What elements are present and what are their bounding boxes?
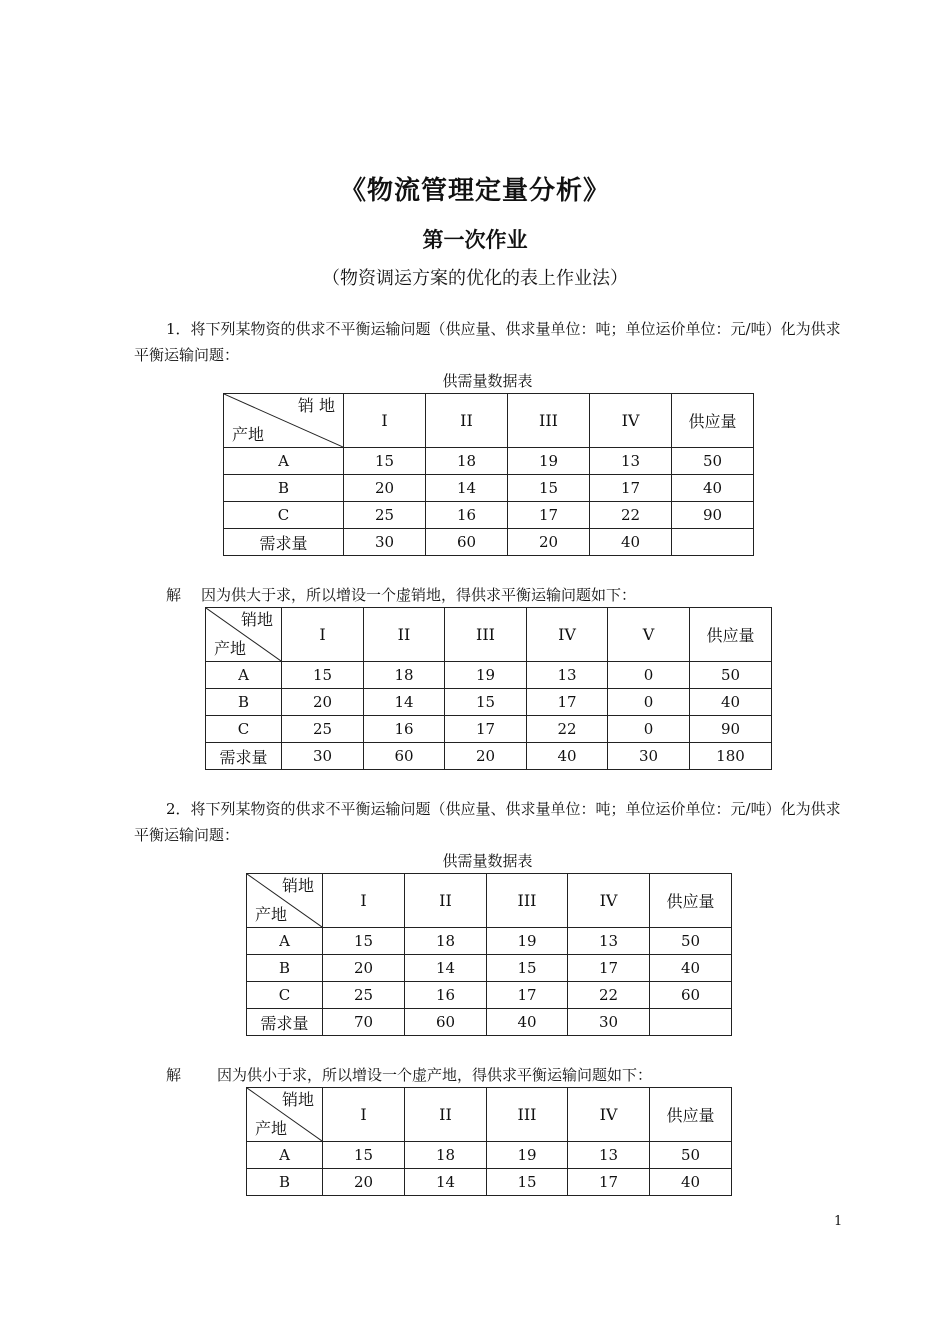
problem-1-statement: 1．将下列某物资的供求不平衡运输问题（供应量、供求量单位：吨；单位运价单位：元/吨）化为供求平衡运输问题： <box>134 320 841 364</box>
table-cell: 17 <box>568 955 650 982</box>
table-cell: 40 <box>650 1169 732 1196</box>
table-header-row <box>224 394 754 448</box>
problem-1-balanced-table <box>205 607 772 770</box>
table-cell: 30 <box>282 743 364 770</box>
row-label: A <box>247 928 323 955</box>
table-cell: 22 <box>527 716 608 743</box>
diagonal-header-top: 销地 <box>281 876 314 895</box>
solution-text: 因为供大于求，所以增设一个虚销地，得供求平衡运输问题如下： <box>201 586 637 604</box>
table-cell: 180 <box>690 743 772 770</box>
row-label: B <box>224 475 344 502</box>
table-row <box>206 662 772 689</box>
column-header: 供应量 <box>650 874 732 928</box>
solution-text: 因为供小于求，所以增设一个虚产地，得供求平衡运输问题如下： <box>217 1066 653 1084</box>
assignment-topic: （物资调运方案的优化的表上作业法） <box>322 268 628 289</box>
row-label: B <box>247 955 323 982</box>
table-cell: 50 <box>650 928 732 955</box>
table-row <box>206 689 772 716</box>
diagonal-header-cell <box>247 1088 323 1142</box>
problem-2-data-table <box>246 873 732 1036</box>
table-cell: 15 <box>323 1142 405 1169</box>
diagonal-header-top: 销 地 <box>297 396 335 415</box>
table-cell: 15 <box>282 662 364 689</box>
table-cell: 40 <box>650 955 732 982</box>
diagonal-header-top: 销地 <box>240 610 273 629</box>
row-label: 需求量 <box>247 1009 323 1036</box>
table-cell: 14 <box>405 955 487 982</box>
table-row <box>224 502 754 529</box>
table-cell: 15 <box>487 1169 568 1196</box>
column-header: I <box>344 394 426 448</box>
diagonal-header-top: 销地 <box>281 1090 314 1109</box>
table-cell: 22 <box>590 502 672 529</box>
column-header: 供应量 <box>690 608 772 662</box>
table-cell: 15 <box>487 955 568 982</box>
table-row <box>224 448 754 475</box>
row-label: C <box>247 982 323 1009</box>
diagonal-header-cell <box>224 394 344 448</box>
table-cell <box>672 529 754 556</box>
table-cell: 20 <box>282 689 364 716</box>
table-row <box>247 1169 732 1196</box>
column-header: III <box>487 1088 568 1142</box>
table-cell: 25 <box>344 502 426 529</box>
table-cell: 0 <box>608 716 690 743</box>
column-header: 供应量 <box>672 394 754 448</box>
table-cell: 70 <box>323 1009 405 1036</box>
table-cell: 18 <box>364 662 445 689</box>
table-cell: 17 <box>487 982 568 1009</box>
table-cell: 19 <box>487 928 568 955</box>
table-cell: 17 <box>527 689 608 716</box>
table-row <box>247 1142 732 1169</box>
table-cell: 15 <box>508 475 590 502</box>
table-cell: 17 <box>445 716 527 743</box>
table-row <box>206 716 772 743</box>
table-cell: 18 <box>405 928 487 955</box>
column-header: V <box>608 608 690 662</box>
table-cell <box>650 1009 732 1036</box>
table-cell: 60 <box>364 743 445 770</box>
table-cell: 40 <box>487 1009 568 1036</box>
table-row <box>206 743 772 770</box>
table-cell: 20 <box>323 1169 405 1196</box>
table-cell: 30 <box>568 1009 650 1036</box>
table-cell: 50 <box>690 662 772 689</box>
table-cell: 15 <box>344 448 426 475</box>
table-row <box>247 928 732 955</box>
table-cell: 17 <box>568 1169 650 1196</box>
table-cell: 15 <box>445 689 527 716</box>
table-cell: 25 <box>323 982 405 1009</box>
row-label: A <box>206 662 282 689</box>
diagonal-header-bottom: 产地 <box>255 905 288 924</box>
table-cell: 14 <box>426 475 508 502</box>
table-cell: 16 <box>426 502 508 529</box>
row-label: C <box>206 716 282 743</box>
table-cell: 14 <box>405 1169 487 1196</box>
table-cell: 60 <box>426 529 508 556</box>
column-header: II <box>405 874 487 928</box>
row-label: B <box>247 1169 323 1196</box>
table-row <box>247 982 732 1009</box>
row-label: 需求量 <box>224 529 344 556</box>
table-cell: 13 <box>568 1142 650 1169</box>
table-cell: 13 <box>527 662 608 689</box>
table-cell: 90 <box>690 716 772 743</box>
table-cell: 17 <box>590 475 672 502</box>
diagonal-header-bottom: 产地 <box>232 425 265 444</box>
table-cell: 20 <box>508 529 590 556</box>
column-header: IV <box>568 1088 650 1142</box>
problem-2-table-caption: 供需量数据表 <box>442 852 533 870</box>
diagonal-header-cell <box>247 874 323 928</box>
column-header: IV <box>590 394 672 448</box>
table-cell: 30 <box>608 743 690 770</box>
table-header-row <box>247 1088 732 1142</box>
table-row <box>247 1009 732 1036</box>
table-cell: 13 <box>568 928 650 955</box>
column-header: IV <box>568 874 650 928</box>
table-cell: 20 <box>445 743 527 770</box>
table-cell: 40 <box>527 743 608 770</box>
table-row <box>247 955 732 982</box>
column-header: 供应量 <box>650 1088 732 1142</box>
row-label: A <box>247 1142 323 1169</box>
table-cell: 20 <box>344 475 426 502</box>
table-cell: 30 <box>344 529 426 556</box>
table-cell: 18 <box>405 1142 487 1169</box>
table-cell: 0 <box>608 689 690 716</box>
page-number: 1 <box>834 1214 843 1229</box>
table-cell: 16 <box>364 716 445 743</box>
table-cell: 19 <box>487 1142 568 1169</box>
row-label: 需求量 <box>206 743 282 770</box>
column-header: II <box>405 1088 487 1142</box>
table-cell: 0 <box>608 662 690 689</box>
table-cell: 22 <box>568 982 650 1009</box>
table-cell: 16 <box>405 982 487 1009</box>
table-cell: 20 <box>323 955 405 982</box>
table-cell: 50 <box>650 1142 732 1169</box>
diagonal-header-cell <box>206 608 282 662</box>
problem-1-solution <box>166 584 636 605</box>
column-header: III <box>487 874 568 928</box>
problem-1-data-table <box>223 393 754 556</box>
table-cell: 60 <box>405 1009 487 1036</box>
problem-2-balanced-table <box>246 1087 732 1196</box>
table-cell: 15 <box>323 928 405 955</box>
column-header: II <box>426 394 508 448</box>
table-cell: 17 <box>508 502 590 529</box>
table-cell: 40 <box>672 475 754 502</box>
column-header: I <box>323 1088 405 1142</box>
problem-2-solution <box>166 1064 652 1085</box>
diagonal-header-bottom: 产地 <box>255 1119 288 1138</box>
table-cell: 19 <box>445 662 527 689</box>
column-header: III <box>445 608 527 662</box>
table-cell: 25 <box>282 716 364 743</box>
column-header: I <box>282 608 364 662</box>
solution-label: 解 <box>166 586 182 604</box>
column-header: II <box>364 608 445 662</box>
problem-1-table-caption: 供需量数据表 <box>442 372 533 390</box>
table-cell: 13 <box>590 448 672 475</box>
column-header: I <box>323 874 405 928</box>
table-header-row <box>247 874 732 928</box>
table-row <box>224 529 754 556</box>
table-cell: 40 <box>690 689 772 716</box>
row-label: A <box>224 448 344 475</box>
column-header: IV <box>527 608 608 662</box>
table-cell: 50 <box>672 448 754 475</box>
table-cell: 90 <box>672 502 754 529</box>
table-cell: 60 <box>650 982 732 1009</box>
table-cell: 40 <box>590 529 672 556</box>
row-label: C <box>224 502 344 529</box>
table-row <box>224 475 754 502</box>
table-cell: 19 <box>508 448 590 475</box>
document-title: 《物流管理定量分析》 <box>339 176 610 206</box>
table-cell: 14 <box>364 689 445 716</box>
table-header-row <box>206 608 772 662</box>
assignment-heading: 第一次作业 <box>422 228 528 252</box>
diagonal-header-bottom: 产地 <box>214 639 247 658</box>
column-header: III <box>508 394 590 448</box>
table-cell: 18 <box>426 448 508 475</box>
row-label: B <box>206 689 282 716</box>
solution-label: 解 <box>166 1066 182 1084</box>
problem-2-statement: 2．将下列某物资的供求不平衡运输问题（供应量、供求量单位：吨；单位运价单位：元/吨）化为供求平衡运输问题： <box>134 800 841 844</box>
